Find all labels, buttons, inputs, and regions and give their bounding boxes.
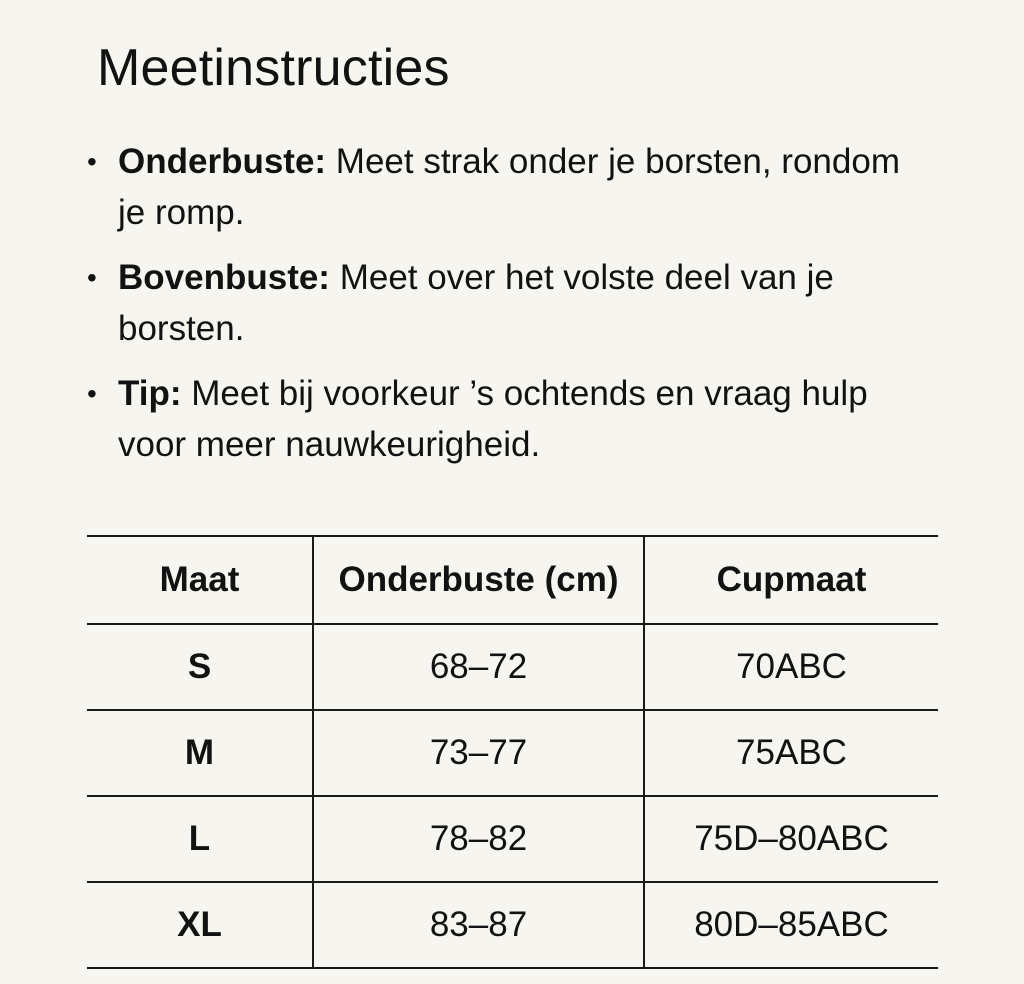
instruction-tip xyxy=(85,368,905,470)
cup-size-cell: 80D–85ABC xyxy=(644,882,938,968)
instruction-term: Tip: xyxy=(118,374,182,413)
table-row xyxy=(87,796,938,882)
bullet-icon: • xyxy=(87,146,97,177)
cup-size-cell: 75D–80ABC xyxy=(644,796,938,882)
instruction-text: Meet over het volste deel van je borsten. xyxy=(118,258,834,348)
underbust-cell: 78–82 xyxy=(313,796,644,882)
cup-size-cell: 75ABC xyxy=(644,710,938,796)
size-cell: S xyxy=(87,624,313,710)
table-row xyxy=(87,624,938,710)
bullet-icon: • xyxy=(87,262,97,293)
size-cell: M xyxy=(87,710,313,796)
column-header-onderbuste: Onderbuste (cm) xyxy=(313,536,644,624)
column-header-cupmaat: Cupmaat xyxy=(644,536,938,624)
size-cell: XL xyxy=(87,882,313,968)
instruction-onderbuste xyxy=(85,136,905,238)
column-header-maat: Maat xyxy=(87,536,313,624)
table-row xyxy=(87,710,938,796)
instruction-term: Bovenbuste: xyxy=(118,258,330,297)
table-header-row xyxy=(87,536,938,624)
underbust-cell: 83–87 xyxy=(313,882,644,968)
instruction-bovenbuste xyxy=(85,252,905,354)
cup-size-cell: 70ABC xyxy=(644,624,938,710)
underbust-cell: 73–77 xyxy=(313,710,644,796)
underbust-cell: 68–72 xyxy=(313,624,644,710)
instruction-term: Onderbuste: xyxy=(118,142,327,181)
size-table xyxy=(87,535,938,969)
table-row xyxy=(87,882,938,968)
size-cell: L xyxy=(87,796,313,882)
measurement-instructions-list xyxy=(85,136,905,484)
page-title: Meetinstructies xyxy=(97,39,450,97)
bullet-icon: • xyxy=(87,378,97,409)
instruction-text: Meet strak onder je borsten, rondom je romp. xyxy=(118,142,900,232)
instruction-text: Meet bij voorkeur ’s ochtends en vraag hulp voor meer nauwkeurigheid. xyxy=(118,374,868,464)
